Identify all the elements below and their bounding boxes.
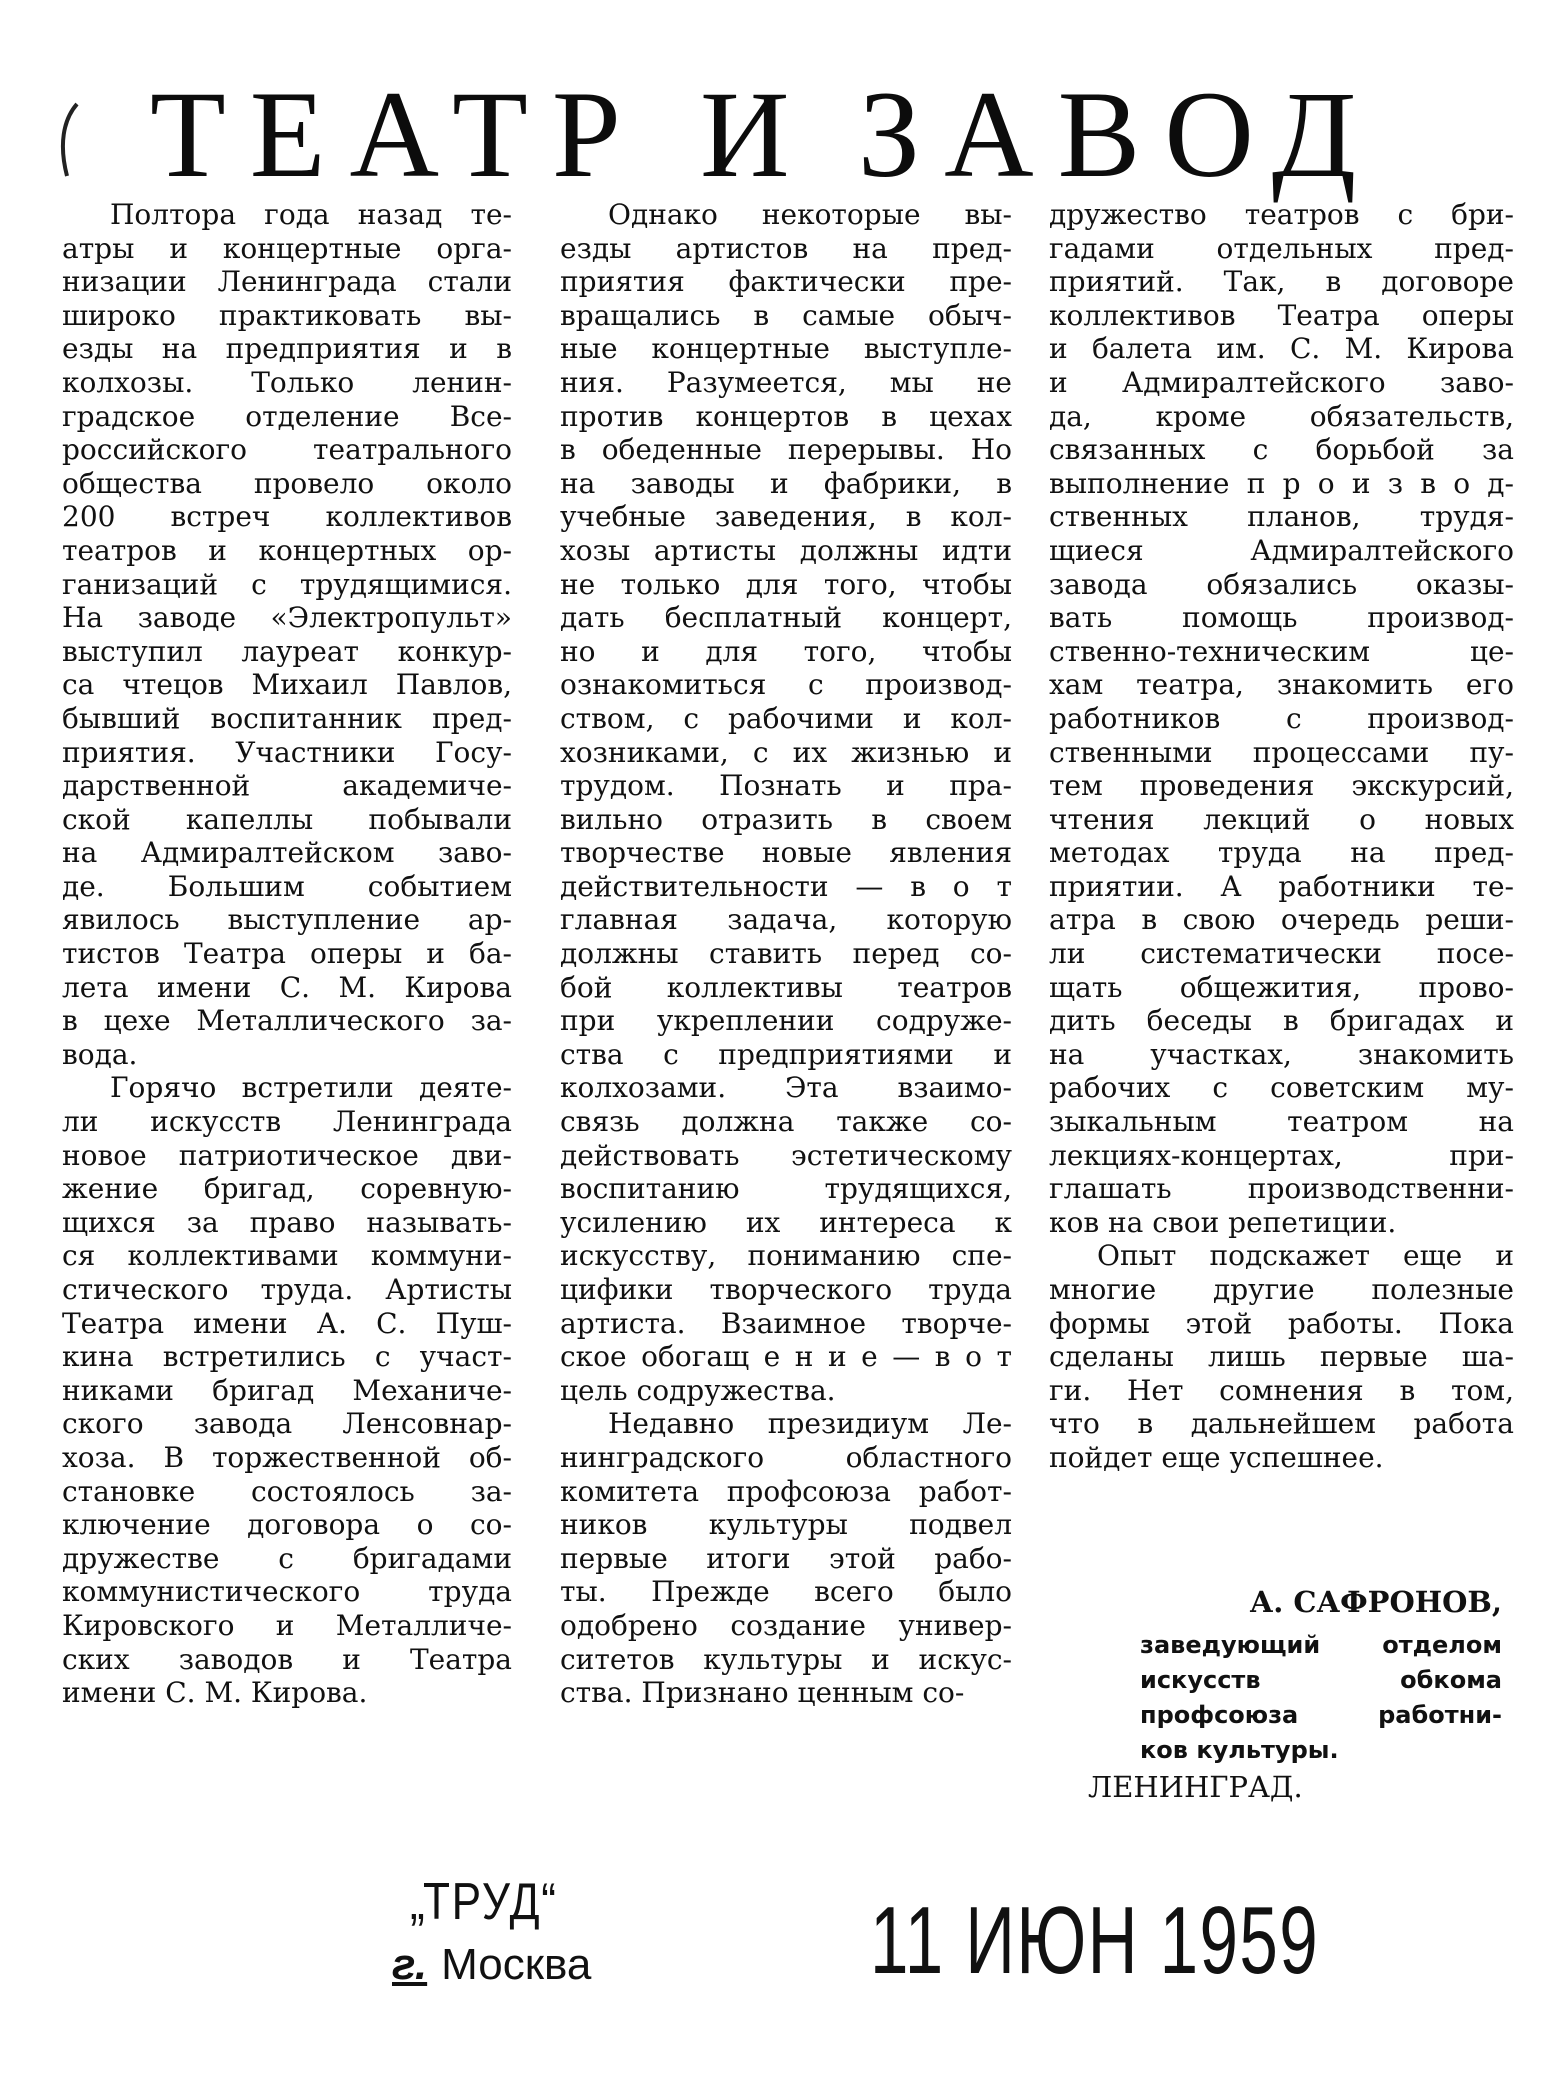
article-text-line: ли систематически посе- [1049,937,1514,971]
article-text-line: вращались в самые обыч- [560,298,1012,332]
article-text-line: на заводы и фабрики, в [560,466,1012,500]
article-text-line: и балета им. С. М. Кирова [1049,332,1514,366]
article-text-line: выполнение п р о и з в о д- [1049,466,1514,500]
stamp-date: 11 ИЮН 1959 [870,1887,1320,1994]
article-text-line: сделаны лишь первые ша- [1049,1340,1514,1374]
article-column-1 [62,198,512,1710]
article-text-line: в цехе Металлического за- [62,1004,512,1038]
article-text-line: имени С. М. Кирова. [62,1676,368,1710]
article-text-line: езды на предприятия и в [62,332,512,366]
article-text-line: вода. [62,1037,138,1071]
article-column-3 [1049,198,1514,1475]
article-text-line: методах труда на пред- [1049,836,1514,870]
article-text-line: тем проведения экскурсий, [1049,769,1514,803]
article-text-line: ственными процессами пу- [1049,735,1514,769]
article-text-line: дарственной академиче- [62,769,512,803]
article-column-2 [560,198,1012,1710]
author-position-line: заведующий отделом [1140,1631,1502,1659]
article-text-line: приятия фактически пре- [560,265,1012,299]
article-text-line: становке состоялось за- [62,1474,512,1508]
article-text-line: должны ставить перед со- [560,937,1012,971]
article-text-line: ства. Признано ценным со- [560,1676,965,1710]
article-text-line: ской капеллы побывали [62,802,512,836]
article-text-line: Полтора года назад те- [110,198,512,231]
article-text-line: усилению их интереса к [560,1205,1012,1239]
article-text-line: ством, с рабочими и кол- [560,701,1012,735]
article-text-line: в обеденные перерывы. Но [560,433,1012,467]
article-text-line: бывший воспитанник пред- [62,701,512,735]
article-text-line: езды артистов на пред- [560,231,1012,265]
article-text-line: общества провело около [62,466,512,500]
article-text-line: действовать эстетическому [560,1138,1012,1172]
article-text-line: Опыт подскажет еще и [1097,1239,1514,1273]
article-text-line: хозы артисты должны идти [560,533,1012,567]
article-text-line: ные концертные выступле- [560,332,1012,366]
author-position [1140,1628,1502,1768]
article-text-line: широко практиковать вы- [62,298,512,332]
article-text-line: приятии. А работники те- [1049,869,1514,903]
author-position-line: ков культуры. [1140,1736,1339,1764]
article-text-line: 200 встреч коллективов [62,500,512,534]
article-text-line: формы этой работы. Пока [1049,1306,1514,1340]
article-text-line: приятия. Участники Госу- [62,735,512,769]
article-text-line: на Адмиралтейском заво- [62,836,512,870]
article-text-line: ния. Разумеется, мы не [560,365,1012,399]
article-text-line: лета имени С. М. Кирова [62,970,512,1004]
article-text-line: творчестве новые явления [560,836,1012,870]
handwritten-mark-icon [55,100,85,180]
article-text-line: нинградского областного [560,1440,1012,1474]
article-text-line: щиеся Адмиралтейского [1049,533,1514,567]
article-text-line: Однако некоторые вы- [608,198,1012,231]
article-text-line: ли искусств Ленинграда [62,1105,512,1139]
article-text-line: ских заводов и Театра [62,1642,512,1676]
article-text-line: хозниками, с их жизнью и [560,735,1012,769]
article-text-line: многие другие полезные [1049,1273,1514,1306]
article-text-line: вать помощь производ- [1049,601,1514,635]
article-text-line: атра в свою очередь реши- [1049,903,1514,937]
article-text-line: ников культуры подвел [560,1508,1012,1542]
article-text-line: кина встретились с участ- [62,1340,512,1374]
article-text-line: де. Большим событием [62,869,512,903]
article-text-line: искусству, пониманию спе- [560,1239,1012,1273]
article-text-line: Кировского и Металличе- [62,1608,512,1642]
article-text-line: колхозы. Только ленин- [62,365,512,399]
article-text-line: не только для того, чтобы [560,567,1012,601]
article-text-line: дать бесплатный концерт, [560,601,1012,635]
article-text-line: да, кроме обязательств, [1049,399,1514,433]
article-text-line: Недавно президиум Ле- [608,1407,1012,1441]
article-text-line: ситетов культуры и искус- [560,1642,1012,1676]
author-position-line: искусств обкома [1140,1666,1502,1694]
article-text-line: атры и концертные орга- [62,231,512,265]
article-text-line: но и для того, чтобы [560,634,1012,668]
article-text-line: бой коллективы театров [560,970,1012,1004]
article-text-line: первые итоги этой рабо- [560,1541,1012,1575]
article-text-line: при укреплении содруже- [560,1004,1012,1038]
article-text-line: ское обогащ е н и е — в о т [560,1340,1012,1374]
article-text-line: работников с производ- [1049,701,1514,735]
article-text-line: щихся за право называть- [62,1205,512,1239]
article-text-line: приятий. Так, в договоре [1049,265,1514,299]
stamp-city-name: Москва [441,1940,592,1989]
article-text-line: ственно-техническим це- [1049,634,1514,668]
article-text-line: низации Ленинграда стали [62,265,512,299]
article-text-line: связанных с борьбой за [1049,433,1514,467]
article-text-line: ги. Нет сомнения в том, [1049,1373,1514,1407]
article-text-line: рабочих с советским му- [1049,1071,1514,1105]
article-text-line: пойдет еще успешнее. [1049,1440,1384,1474]
article-text-line: са чтецов Михаил Павлов, [62,668,512,702]
article-text-line: ственных планов, трудя- [1049,500,1514,534]
article-text-line: ознакомиться с производ- [560,668,1012,702]
article-text-line: действительности — в о т [560,869,1012,903]
article-text-line: ключение договора о со- [62,1508,512,1542]
article-text-line: театров и концертных ор- [62,533,512,567]
dateline-city: ЛЕНИНГРАД. [1088,1770,1303,1804]
article-text-line: хам театра, знакомить его [1049,668,1514,702]
article-text-line: дить беседы в бригадах и [1049,1004,1514,1038]
article-text-line: одобрено создание универ- [560,1608,1012,1642]
article-text-line: щать общежития, прово- [1049,970,1514,1004]
article-text-line: колхозами. Эта взаимо- [560,1071,1012,1105]
headline-word: ТЕАТР [150,66,645,203]
article-text-line: связь должна также со- [560,1105,1012,1139]
article-text-line: комитета профсоюза работ- [560,1474,1012,1508]
article-text-line: зыкальным театром на [1049,1105,1514,1139]
article-text-line: ся коллективами коммуни- [62,1239,512,1273]
article-text-line: дружестве с бригадами [62,1541,512,1575]
article-text-line: ского завода Ленсовнар- [62,1407,512,1441]
article-text-line: воспитанию трудящихся, [560,1172,1012,1206]
author-position-line: профсоюза работни- [1140,1701,1502,1729]
article-text-line: вильно отразить в своем [560,802,1012,836]
article-text-line: дружество театров с бри- [1049,198,1514,231]
article-text-line: ты. Прежде всего было [560,1575,1012,1609]
headline-word: ЗАВОД [858,66,1381,203]
article-text-line: никами бригад Механиче- [62,1373,512,1407]
article-text-line: завода обязались оказы- [1049,567,1514,601]
stamp-newspaper-name: „ТРУД“ [410,1873,558,1931]
article-text-line: явилось выступление ар- [62,903,512,937]
article-text-line: гадами отдельных пред- [1049,231,1514,265]
article-text-line: цель содружества. [560,1373,836,1407]
article-text-line: и Адмиралтейского заво- [1049,365,1514,399]
headline-word: И [700,66,814,203]
article-text-line: Театра имени А. С. Пуш- [62,1306,512,1340]
article-text-line: выступил лауреат конкур- [62,634,512,668]
article-text-line: чтения лекций о новых [1049,802,1514,836]
article-text-line: ства с предприятиями и [560,1037,1012,1071]
article-text-line: стического труда. Артисты [62,1273,512,1306]
article-text-line: коммунистического труда [62,1575,512,1609]
article-text-line: ганизаций с трудящимися. [62,567,512,601]
article-text-line: коллективов Театра оперы [1049,298,1514,332]
article-text-line: артиста. Взаимное творче- [560,1306,1012,1340]
stamp-city [392,1940,591,1990]
article-text-line: цифики творческого труда [560,1273,1012,1306]
author-name: А. САФРОНОВ, [1249,1585,1502,1619]
article-text-line: ков на свои репетиции. [1049,1205,1397,1239]
article-text-line: против концертов в цехах [560,399,1012,433]
article-text-line: хоза. В торжественной об- [62,1440,512,1474]
article-text-line: На заводе «Электропульт» [62,601,512,635]
article-text-line: российского театрального [62,433,512,467]
article-text-line: жение бригад, соревную- [62,1172,512,1206]
article-text-line: новое патриотическое дви- [62,1138,512,1172]
article-text-line: тистов Театра оперы и ба- [62,937,512,971]
article-text-line: Горячо встретили деяте- [110,1071,512,1105]
stamp-city-prefix: г. [392,1940,428,1989]
article-text-line: градское отделение Все- [62,399,512,433]
article-text-line: что в дальнейшем работа [1049,1407,1514,1441]
article-text-line: трудом. Познать и пра- [560,769,1012,803]
article-text-line: на участках, знакомить [1049,1037,1514,1071]
article-text-line: учебные заведения, в кол- [560,500,1012,534]
article-text-line: глашать производственни- [1049,1172,1514,1206]
article-text-line: лекциях-концертах, при- [1049,1138,1514,1172]
article-text-line: главная задача, которую [560,903,1012,937]
